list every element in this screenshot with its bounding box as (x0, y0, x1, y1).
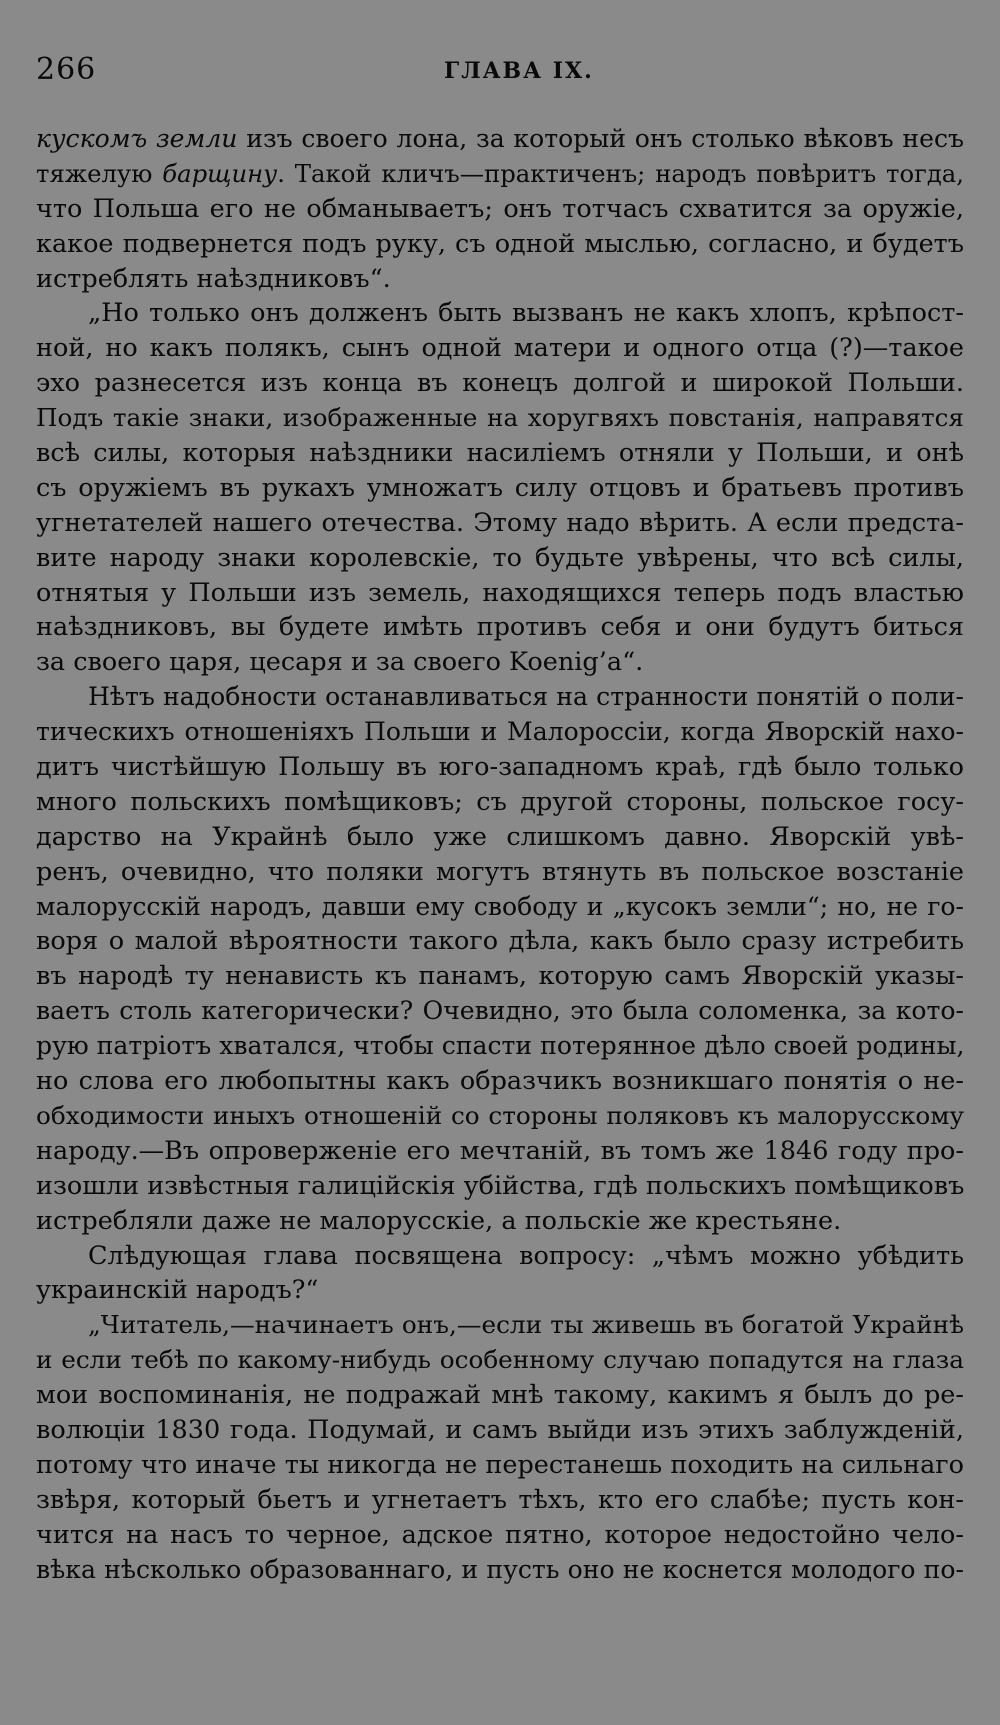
text-line: истреблять наѣздниковъ“. (36, 263, 391, 294)
text-line (36, 157, 964, 192)
text-line: какое подвернется подъ руку, съ одной мыслью, согласно, и будетъ (36, 228, 964, 259)
text-line: дарство на Украйнѣ было уже слишкомъ давно. Яворскій увѣ- (36, 821, 964, 852)
body-text (36, 122, 964, 1587)
text-line: и если тебѣ по какому-нибудь особенному случаю попадутся на глаза (36, 1345, 964, 1375)
text-line: изошли извѣстныя галиційскія убійства, гдѣ польскихъ помѣщиковъ (36, 1170, 964, 1201)
text-line: эхо разнесется изъ конца въ конецъ долгой и широкой Польши. (36, 368, 964, 399)
text-run: тяжелую (36, 158, 163, 188)
text-line: отнятыя у Польши изъ земель, находящихся теперь подъ властью (36, 577, 964, 608)
text-line: „Читатель,—начинаетъ онъ,—если ты живешь въ богатой Украйнѣ (88, 1310, 964, 1340)
text-line (36, 122, 964, 157)
text-line: ной, но какъ полякъ, сынъ одной матери и одного отца (?)—такое (36, 333, 964, 364)
text-line: Подъ такіе знаки, изображенные на хоругвяхъ повстанія, направятся (36, 403, 964, 433)
italic-phrase: кускомъ земли (36, 124, 238, 153)
text-line: въ народѣ ту ненависть къ панамъ, которую самъ Яворскій указы- (36, 961, 964, 992)
text-line: ваетъ столь категорически? Очевидно, это была соломенка, за кото- (36, 996, 964, 1026)
text-line: воря о малой вѣроятности такого дѣла, какъ было сразу истребить (36, 926, 964, 957)
text-line: Слѣдующая глава посвящена вопросу: „чѣмъ можно убѣдить (88, 1240, 964, 1271)
text-line: всѣ силы, которыя наѣздники насиліемъ отняли у Польши, и онѣ (36, 438, 964, 469)
text-line: дитъ чистѣйшую Польшу въ юго-западномъ краѣ, гдѣ было только (36, 752, 964, 783)
text-line: наѣздниковъ, вы будете имѣть противъ себя и они будутъ биться (36, 612, 964, 643)
text-line: малорусскій народъ, давши ему свободу и „кусокъ земли“; но, не го- (36, 891, 964, 921)
text-run: . Такой кличъ—практиченъ; народъ повѣритъ тогда, (277, 158, 964, 188)
italic-phrase: барщину (162, 158, 278, 188)
text-line: чится на насъ то черное, адское пятно, которое недостойно чело- (36, 1519, 964, 1550)
text-line: потому что иначе ты никогда не перестанешь походить на сильнаго (36, 1449, 964, 1480)
page-number: 266 (36, 52, 97, 87)
text-line: рую патріотъ хватался, чтобы спасти потерянное дѣло своей родины, (36, 1031, 964, 1061)
text-line: много польскихъ помѣщиковъ; съ другой стороны, польское госу- (36, 786, 964, 817)
text-line: вите народу знаки королевскіе, то будьте увѣрены, что всѣ силы, (36, 542, 964, 573)
running-head (36, 52, 964, 92)
text-line: звѣря, который бьетъ и угнетаетъ тѣхъ, кто его слабѣе; пусть кон- (36, 1484, 964, 1515)
text-line: съ оружіемъ въ рукахъ умножатъ силу отцовъ и братьевъ противъ (36, 472, 964, 503)
text-line: что Польша его не обманываетъ; онъ тотчасъ схватится за оружіе, (36, 193, 964, 224)
text-line: народу.—Въ опроверженіе его мечтаній, въ томъ же 1846 году про- (36, 1135, 964, 1166)
text-line: мои воспоминанія, не подражай мнѣ такому, какимъ я былъ до ре- (36, 1380, 964, 1411)
text-line: украинскій народъ?“ (36, 1275, 319, 1306)
text-line: угнетателей нашего отечества. Этому надо вѣрить. А если предста- (36, 507, 964, 538)
chapter-title: ГЛАВА IX. (444, 58, 594, 84)
text-line: за своего царя, цесаря и за своего Koenig’а“. (36, 647, 644, 678)
text-line: тическихъ отношеніяхъ Польши и Малороссіи, когда Яворскій нахо- (36, 717, 964, 747)
text-line: волюціи 1830 года. Подумай, и самъ выйди изъ этихъ заблужденій, (36, 1414, 964, 1445)
text-run: изъ своего лона, за который онъ столько вѣковъ несъ (237, 124, 964, 153)
text-line: Нѣтъ надобности останавливаться на странности понятій о поли- (88, 682, 964, 712)
text-line: истребляли даже не малорусскіе, а польскіе же крестьяне. (36, 1205, 842, 1236)
text-line: ренъ, очевидно, что поляки могутъ втянуть въ польское возстаніе (36, 856, 964, 887)
text-line: обходимости иныхъ отношеній со стороны поляковъ къ малорусскому (36, 1100, 964, 1130)
text-line: но слова его любопытны какъ образчикъ возникшаго понятія о не- (36, 1066, 964, 1097)
text-line: „Но только онъ долженъ быть вызванъ не какъ хлопъ, крѣпост- (88, 298, 964, 329)
text-line: вѣка нѣсколько образованнаго, и пусть оно не коснется молодого по- (36, 1554, 964, 1584)
